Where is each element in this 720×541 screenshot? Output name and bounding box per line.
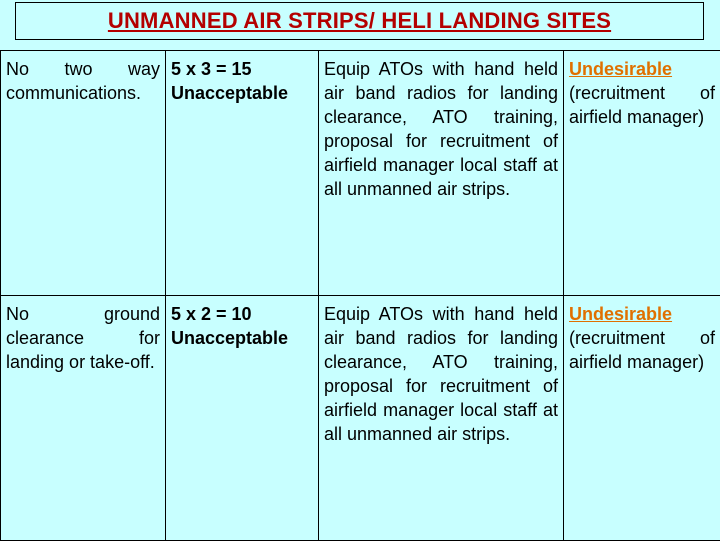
page-title: UNMANNED AIR STRIPS/ HELI LANDING SITES — [108, 8, 611, 34]
table-row — [1, 51, 720, 296]
action-cell: Equip ATOs with hand held air band radios for landing clearance, ATO training, proposal for recruitment of airfield manager local staff at all unmanned air strips. — [319, 51, 564, 296]
status-note: (recruitment of airfield manager) — [569, 83, 715, 127]
risk-rating: Unacceptable — [171, 81, 313, 105]
hazard-cell: No two way communications. — [1, 51, 166, 296]
title-box — [15, 2, 704, 40]
action-cell: Equip ATOs with hand held air band radios for landing clearance, ATO training, proposal for recruitment of airfield manager local staff at all unmanned air strips. — [319, 296, 564, 541]
risk-rating: Unacceptable — [171, 326, 313, 350]
score-cell — [166, 51, 319, 296]
risk-score: 5 x 3 = 15 — [171, 57, 313, 81]
status-label: Undesirable — [569, 302, 715, 326]
status-label: Undesirable — [569, 57, 715, 81]
table-row — [1, 296, 720, 541]
result-cell — [564, 296, 720, 541]
risk-score: 5 x 2 = 10 — [171, 302, 313, 326]
hazard-cell: No ground clearance for landing or take-off. — [1, 296, 166, 541]
risk-table — [0, 50, 720, 541]
status-note: (recruitment of airfield manager) — [569, 328, 715, 372]
score-cell — [166, 296, 319, 541]
result-cell — [564, 51, 720, 296]
